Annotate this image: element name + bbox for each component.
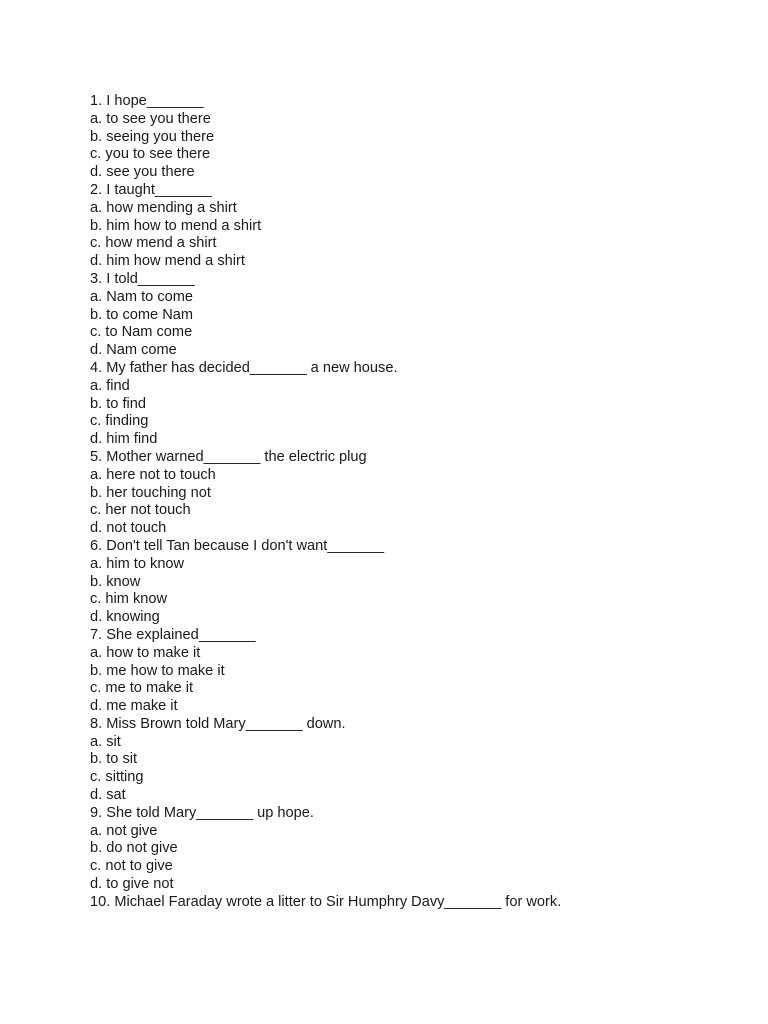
- option-c: c. to Nam come: [90, 324, 193, 341]
- question-stem: 10. Michael Faraday wrote a litter to Sir Humphry Davy_______ for work.: [90, 893, 562, 910]
- option-d: d. to give not: [90, 876, 174, 893]
- question-stem: 6. Don't tell Tan because I don't want_______: [90, 537, 385, 554]
- question-1: [90, 93, 730, 182]
- question-6: [90, 538, 730, 627]
- option-d: d. him how mend a shirt: [90, 253, 245, 270]
- option-b: b. do not give: [90, 840, 178, 857]
- question-4: [90, 360, 730, 449]
- option-d: d. him find: [90, 431, 158, 448]
- question-10: [90, 894, 730, 912]
- option-c: c. sitting: [90, 769, 144, 786]
- option-c: c. her not touch: [90, 502, 191, 519]
- option-c: c. me to make it: [90, 680, 193, 697]
- question-stem: 5. Mother warned_______ the electric plug: [90, 448, 367, 465]
- option-b: b. to come Nam: [90, 306, 194, 323]
- option-b: b. her touching not: [90, 484, 211, 501]
- option-b: b. seeing you there: [90, 128, 215, 145]
- option-d: d. knowing: [90, 609, 160, 626]
- option-a: a. sit: [90, 733, 121, 750]
- question-2: [90, 182, 730, 271]
- question-7: [90, 627, 730, 716]
- question-3: [90, 271, 730, 360]
- option-b: b. him how to mend a shirt: [90, 217, 262, 234]
- question-stem: 7. She explained_______: [90, 626, 256, 643]
- option-d: d. sat: [90, 787, 126, 804]
- option-d: d. not touch: [90, 520, 167, 537]
- option-b: b. to sit: [90, 751, 138, 768]
- question-stem: 4. My father has decided_______ a new house.: [90, 359, 398, 376]
- option-b: b. to find: [90, 395, 146, 412]
- question-stem: 8. Miss Brown told Mary_______ down.: [90, 715, 346, 732]
- option-c: c. finding: [90, 413, 149, 430]
- option-a: a. find: [90, 377, 130, 394]
- worksheet: [90, 93, 730, 912]
- question-5: [90, 449, 730, 538]
- question-9: [90, 805, 730, 894]
- option-b: b. know: [90, 573, 141, 590]
- option-c: c. how mend a shirt: [90, 235, 217, 252]
- question-8: [90, 716, 730, 805]
- question-stem: 9. She told Mary_______ up hope.: [90, 804, 314, 821]
- option-a: a. here not to touch: [90, 466, 216, 483]
- option-a: a. not give: [90, 822, 158, 839]
- question-stem: 1. I hope_______: [90, 93, 204, 109]
- option-a: a. Nam to come: [90, 288, 194, 305]
- option-c: c. him know: [90, 591, 168, 608]
- option-c: c. not to give: [90, 858, 173, 875]
- question-stem: 2. I taught_______: [90, 181, 212, 198]
- option-d: d. see you there: [90, 164, 195, 181]
- option-c: c. you to see there: [90, 146, 211, 163]
- question-stem: 3. I told_______: [90, 270, 195, 287]
- option-d: d. Nam come: [90, 342, 177, 359]
- option-d: d. me make it: [90, 698, 178, 715]
- option-a: a. to see you there: [90, 110, 211, 127]
- option-b: b. me how to make it: [90, 662, 225, 679]
- option-a: a. how to make it: [90, 644, 201, 661]
- option-a: a. him to know: [90, 555, 185, 572]
- option-a: a. how mending a shirt: [90, 199, 237, 216]
